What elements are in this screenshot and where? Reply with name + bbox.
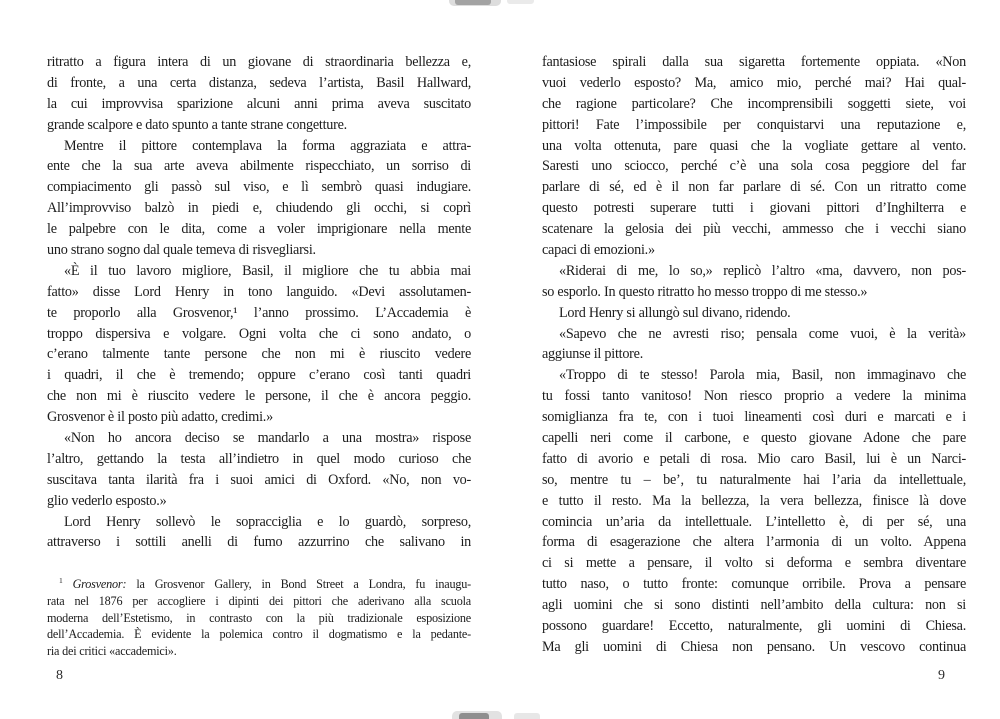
- cropped-ui-fragment-bottom-icon[interactable]: [459, 713, 489, 719]
- text-line: c’erano talmente tante persone che non mi è riuscito vedere: [47, 346, 471, 363]
- text-line: «Riderai di me, lo so,» replicò l’altro «ma, davvero, non pos-: [559, 262, 966, 279]
- left-page: [47, 52, 471, 659]
- footnote: [47, 576, 471, 659]
- text-line: uno strano sogno dal quale temeva di risvegliarsi.: [47, 242, 316, 259]
- text-line: «Sapevo che ne avresti riso; pensala come vuoi, è la verità»: [559, 325, 966, 342]
- text-line: ente che la sua arte aveva abilmente rispecchiato, un sorriso di: [47, 158, 471, 175]
- text-line: aggiunse il pittore.: [542, 346, 643, 363]
- footnote-marker: 1: [59, 576, 63, 586]
- text-line: una volta ottenuta, pare quasi che la vogliate gettare al vento.: [542, 137, 966, 154]
- text-line: la cui improvvisa sparizione alcuni anni prima aveva suscitato: [47, 95, 471, 112]
- text-line: Lord Henry si allungò sul divano, ridendo.: [559, 304, 791, 321]
- text-line: capelli neri come il carbone, e questo giovane Adone che pare: [542, 430, 966, 447]
- text-line: Mentre il pittore contemplava la forma aggraziata e attra-: [64, 137, 471, 154]
- text-line: All’improvviso balzò in piedi e, chiudendo gli occhi, si coprì: [47, 200, 471, 217]
- text-line: forma di esagerazione che altera l’armonia di un volto. Appena: [542, 534, 966, 551]
- left-page-body-text: [47, 52, 471, 553]
- right-page-body-text: [542, 52, 966, 658]
- text-line: troppo dispersiva e volgare. Ogni volta che ci sono andato, o: [47, 325, 471, 342]
- text-line: attraverso i sottili anelli di fumo azzurrino che salivano in: [47, 534, 471, 551]
- text-line: suscitava tanta ilarità fra i suoi amici di Oxford. «No, non vo-: [47, 471, 471, 488]
- text-line: che ragione particolare? Che incomprensibili soggetti siete, voi: [542, 95, 966, 112]
- text-line: comincia un’aria da intellettuale. L’intelletto è, di per sé, una: [542, 513, 966, 530]
- text-line: le palpebre con le dita, come a voler imprigionare nella mente: [47, 221, 471, 238]
- page-number-right: 9: [938, 668, 945, 683]
- text-line: e tutto il resto. Ma la bellezza, la vera bellezza, finisce là dove: [542, 492, 966, 509]
- text-line: so esporlo. In questo ritratto ho messo troppo di me stesso.»: [542, 283, 868, 300]
- text-line: fatto di avorio e petali di rosa. Mio caro Basil, lui è un Narci-: [542, 450, 966, 467]
- text-line: ritratto a figura intera di un giovane di straordinaria bellezza e,: [47, 54, 471, 70]
- text-line: «Non ho ancora deciso se mandarlo a una mostra» rispose: [64, 430, 471, 447]
- text-line: tutto naso, o tutto fronte: comunque orribile. Prova a pensare: [542, 576, 966, 593]
- text-line: somiglianza fra te, con i tuoi lineamenti così duri e marcati e i: [542, 409, 966, 426]
- text-line: parlare di sé, ed è il non far parlare di sé. Con un ritratto come: [542, 179, 966, 196]
- text-line: fatto» disse Lord Henry in tono languido. «Devi assolutamen-: [47, 283, 471, 300]
- text-line: fantasiose spirali dalla sua sigaretta fortemente oppiata. «Non: [542, 54, 966, 70]
- text-line: grande scalpore e dato spunto a tante strane congetture.: [47, 116, 347, 133]
- text-line: vuoi vederlo esposto? Ma, amico mio, perché mai? Hai qual-: [542, 74, 966, 91]
- text-line: «Troppo di te stesso! Parola mia, Basil, non immaginavo che: [559, 367, 966, 384]
- text-line: «È il tuo lavoro migliore, Basil, il migliore che tu abbia mai: [64, 262, 471, 279]
- footnote-line: moderna dell’Estetismo, in contrasto con la più tradizionale esposizione: [47, 610, 471, 625]
- text-line: glio vederlo esposto.»: [47, 492, 167, 509]
- text-line: compiacimento gli passò sul viso, e lì sembrò quasi indugiare.: [47, 179, 471, 196]
- text-line: te proporlo alla Grosvenor,¹ l’anno prossimo. L’Accademia è: [47, 304, 471, 321]
- footnote-line: $^1$ Grosvenor: la Grosvenor Gallery, in Bond Street a Londra, fu inaugu-: [59, 576, 471, 592]
- text-line: questo potresti superare tutti i giovani pittori d’Inghilterra e: [542, 200, 966, 217]
- text-line: tu fossi tanto vanitoso! Non riesco proprio a vedere la minima: [542, 388, 966, 405]
- text-line: ci si mette a pensare, il volto si deforma e sembra diventare: [542, 555, 966, 572]
- cropped-ui-fragment-bottom-2-icon: [514, 713, 540, 719]
- text-line: di fronte, a una certa distanza, sedeva l’artista, Basil Hallward,: [47, 74, 471, 91]
- cropped-ui-fragment-top-icon[interactable]: [455, 0, 491, 5]
- text-line: possono guardare! Eccetto, naturalmente, gli uomini di Chiesa.: [542, 618, 966, 635]
- text-line: Saresti uno sciocco, perché c’è una sola cosa peggiore del far: [542, 158, 966, 175]
- footnote-line: rata nel 1876 per accogliere i dipinti dei pittori che aderivano alla scuola: [47, 593, 471, 608]
- page-number-left: 8: [56, 668, 63, 683]
- text-line: Grosvenor è il posto più adatto, credimi.»: [47, 409, 273, 426]
- text-line: agli uomini che si sono distinti nell’ambito della cultura: non si: [542, 597, 966, 614]
- text-line: l’altro, gettando la testa all’indietro in quel modo curioso che: [47, 450, 471, 467]
- footnote-line: dell’Accademia. È evidente la polemica contro il dogmatismo e la pedante-: [47, 627, 471, 642]
- text-line: capaci di emozioni.»: [542, 242, 655, 259]
- footnote-line: ria dei critici «accademici».: [47, 643, 177, 658]
- text-line: i quadri, il che è tremendo; oppure c’erano così tanti quadri: [47, 367, 471, 384]
- text-line: so, mentre tu – be’, tu naturalmente hai l’aria da intellettuale,: [542, 471, 966, 488]
- right-page: [542, 52, 966, 658]
- text-line: scatenare la gelosia dei più vecchi, ammesso che i vecchi siano: [542, 221, 966, 238]
- text-line: Ma gli uomini di Chiesa non pensano. Un vescovo continua: [542, 638, 966, 655]
- text-line: pittori! Fate l’impossibile per conquistarvi una reputazione e,: [542, 116, 966, 133]
- text-line: che non mi è riuscito vedere le persone, il che è ancora peggio.: [47, 388, 471, 405]
- cropped-ui-fragment-top-2-icon: [507, 0, 534, 4]
- text-line: Lord Henry sollevò le sopracciglia e lo guardò, sorpreso,: [64, 513, 471, 530]
- footnote-term: Grosvenor:: [72, 577, 127, 592]
